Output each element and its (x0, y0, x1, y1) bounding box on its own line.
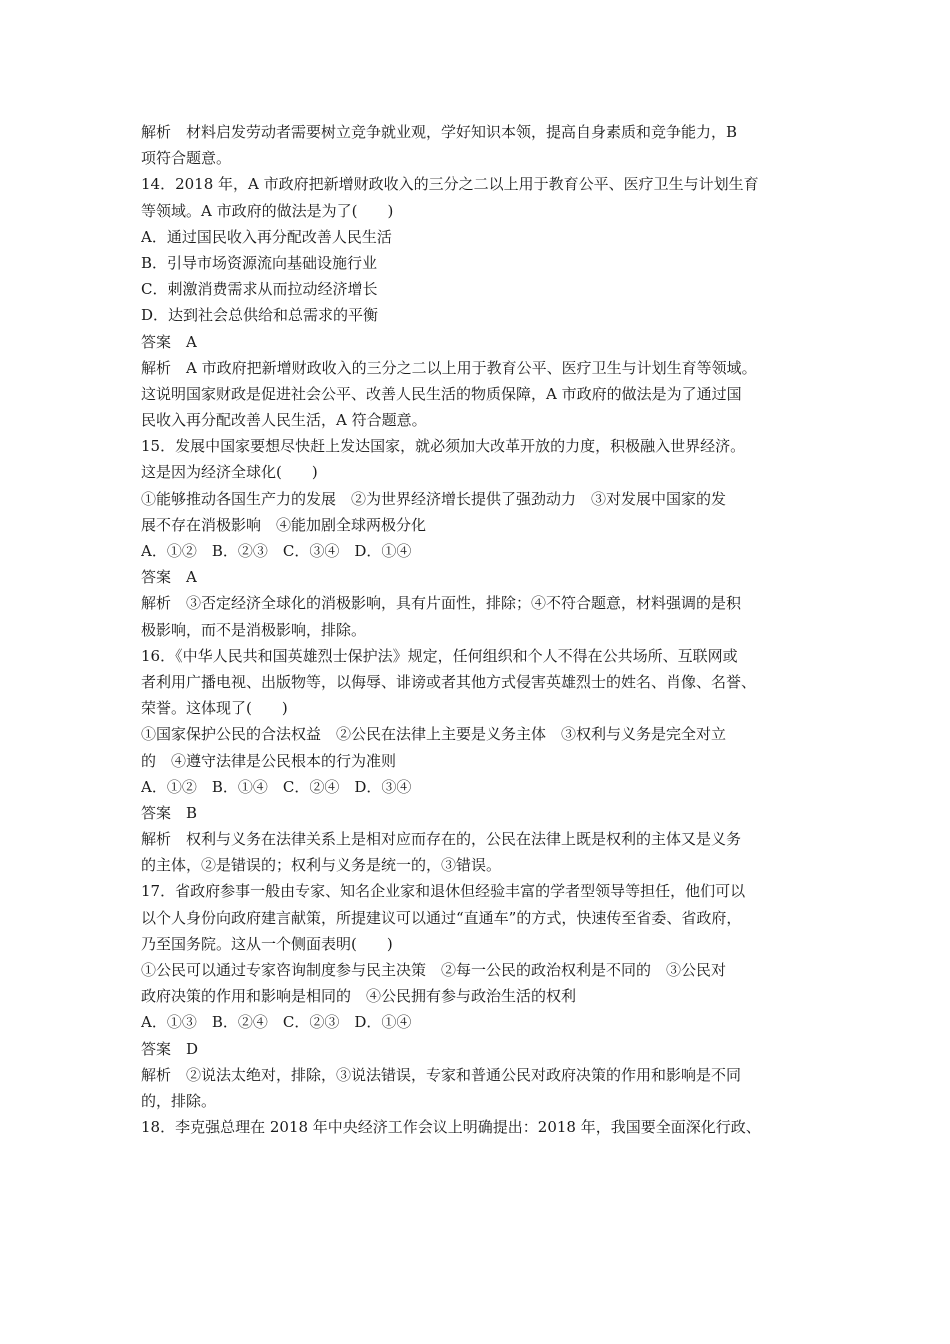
text-line: 极影响，而不是消极影响，排除。 (141, 620, 367, 639)
text-line: 18．李克强总理在 2018 年中央经济工作会议上明确提出：2018 年，我国要全面深化行政、 (141, 1118, 761, 1137)
text-line: 者利用广播电视、出版物等，以侮辱、诽谤或者其他方式侵害英雄烈士的姓名、肖像、名誉、 (141, 672, 757, 691)
text-line: 展不存在消极影响 ④能加剧全球两极分化 (141, 515, 427, 534)
text-line: 15．发展中国家要想尽快赶上发达国家，就必须加大改革开放的力度，积极融入世界经济。 (141, 437, 746, 456)
text-line: ①国家保护公民的合法权益 ②公民在法律上主要是义务主体 ③权利与义务是完全对立 (141, 725, 727, 744)
text-line: 答案 A (141, 568, 197, 587)
text-line: B．引导市场资源流向基础设施行业 (141, 253, 378, 272)
text-line: 答案 A (141, 332, 197, 351)
text-line: 荣誉。这体现了( ) (141, 699, 288, 718)
text-line: 答案 B (141, 803, 198, 822)
text-line: ①公民可以通过专家咨询制度参与民主决策 ②每一公民的政治权利是不同的 ③公民对 (141, 961, 727, 979)
text-line: A．①② B．①④ C．②④ D．③④ (141, 777, 412, 796)
text-line: 等领域。A 市政府的做法是为了( ) (141, 201, 394, 220)
text-line: 的，排除。 (141, 1091, 217, 1110)
text-line: 项符合题意。 (141, 149, 232, 168)
text-line: A．①③ B．②④ C．②③ D．①④ (141, 1013, 412, 1032)
text-line: D．达到社会总供给和总需求的平衡 (141, 306, 379, 325)
text-line: 16．《中华人民共和国英雄烈士保护法》规定，任何组织和个人不得在公共场所、互联网或 (141, 646, 738, 665)
text-line: 民收入再分配改善人民生活，A 符合题意。 (141, 411, 427, 430)
text-line: A．①② B．②③ C．③④ D．①④ (141, 542, 412, 560)
text-line: ①能够推动各国生产力的发展 ②为世界经济增长提供了强劲动力 ③对发展中国家的发 (141, 489, 727, 508)
text-line: 这说明国家财政是促进社会公平、改善人民生活的物质保障，A 市政府的做法是为了通过国 (141, 384, 742, 403)
text-line: 政府决策的作用和影响是相同的 ④公民拥有参与政治生活的权利 (141, 987, 577, 1006)
text-line: 17．省政府参事一般由专家、知名企业家和退休但经验丰富的学者型领导等担任，他们可以 (141, 882, 746, 901)
text-line: 的 ④遵守法律是公民根本的行为准则 (141, 751, 397, 770)
text-line: 解析 ②说法太绝对，排除，③说法错误，专家和普通公民对政府决策的作用和影响是不同 (141, 1065, 742, 1084)
text-line: 这是因为经济全球化( ) (141, 463, 318, 482)
text-line: 解析 ③否定经济全球化的消极影响，具有片面性，排除；④不符合题意，材料强调的是积 (141, 594, 742, 613)
text-line: 以个人身份向政府建言献策，所提建议可以通过“直通车”的方式，快速传至省委、省政府， (141, 908, 742, 927)
text-line: 解析 材料启发劳动者需要树立竞争就业观，学好知识本领，提高自身素质和竞争能力，B (141, 123, 738, 141)
text-line: A．通过国民收入再分配改善人民生活 (141, 227, 392, 246)
text-line: 乃至国务院。这从一个侧面表明( ) (141, 934, 393, 953)
text-line: 14．2018 年，A 市政府把新增财政收入的三分之二以上用于教育公平、医疗卫生与计划生育 (141, 175, 759, 194)
text-line: C．刺激消费需求从而拉动经济增长 (141, 280, 378, 299)
text-line: 解析 权利与义务在法律关系上是相对应而存在的，公民在法律上既是权利的主体又是义务 (141, 830, 742, 849)
text-line: 的主体，②是错误的；权利与义务是统一的，③错误。 (141, 856, 502, 875)
document-body (141, 119, 825, 1140)
text-line: 解析 A 市政府把新增财政收入的三分之二以上用于教育公平、医疗卫生与计划生育等领域。 (141, 358, 757, 377)
text-line: 答案 D (141, 1039, 199, 1058)
